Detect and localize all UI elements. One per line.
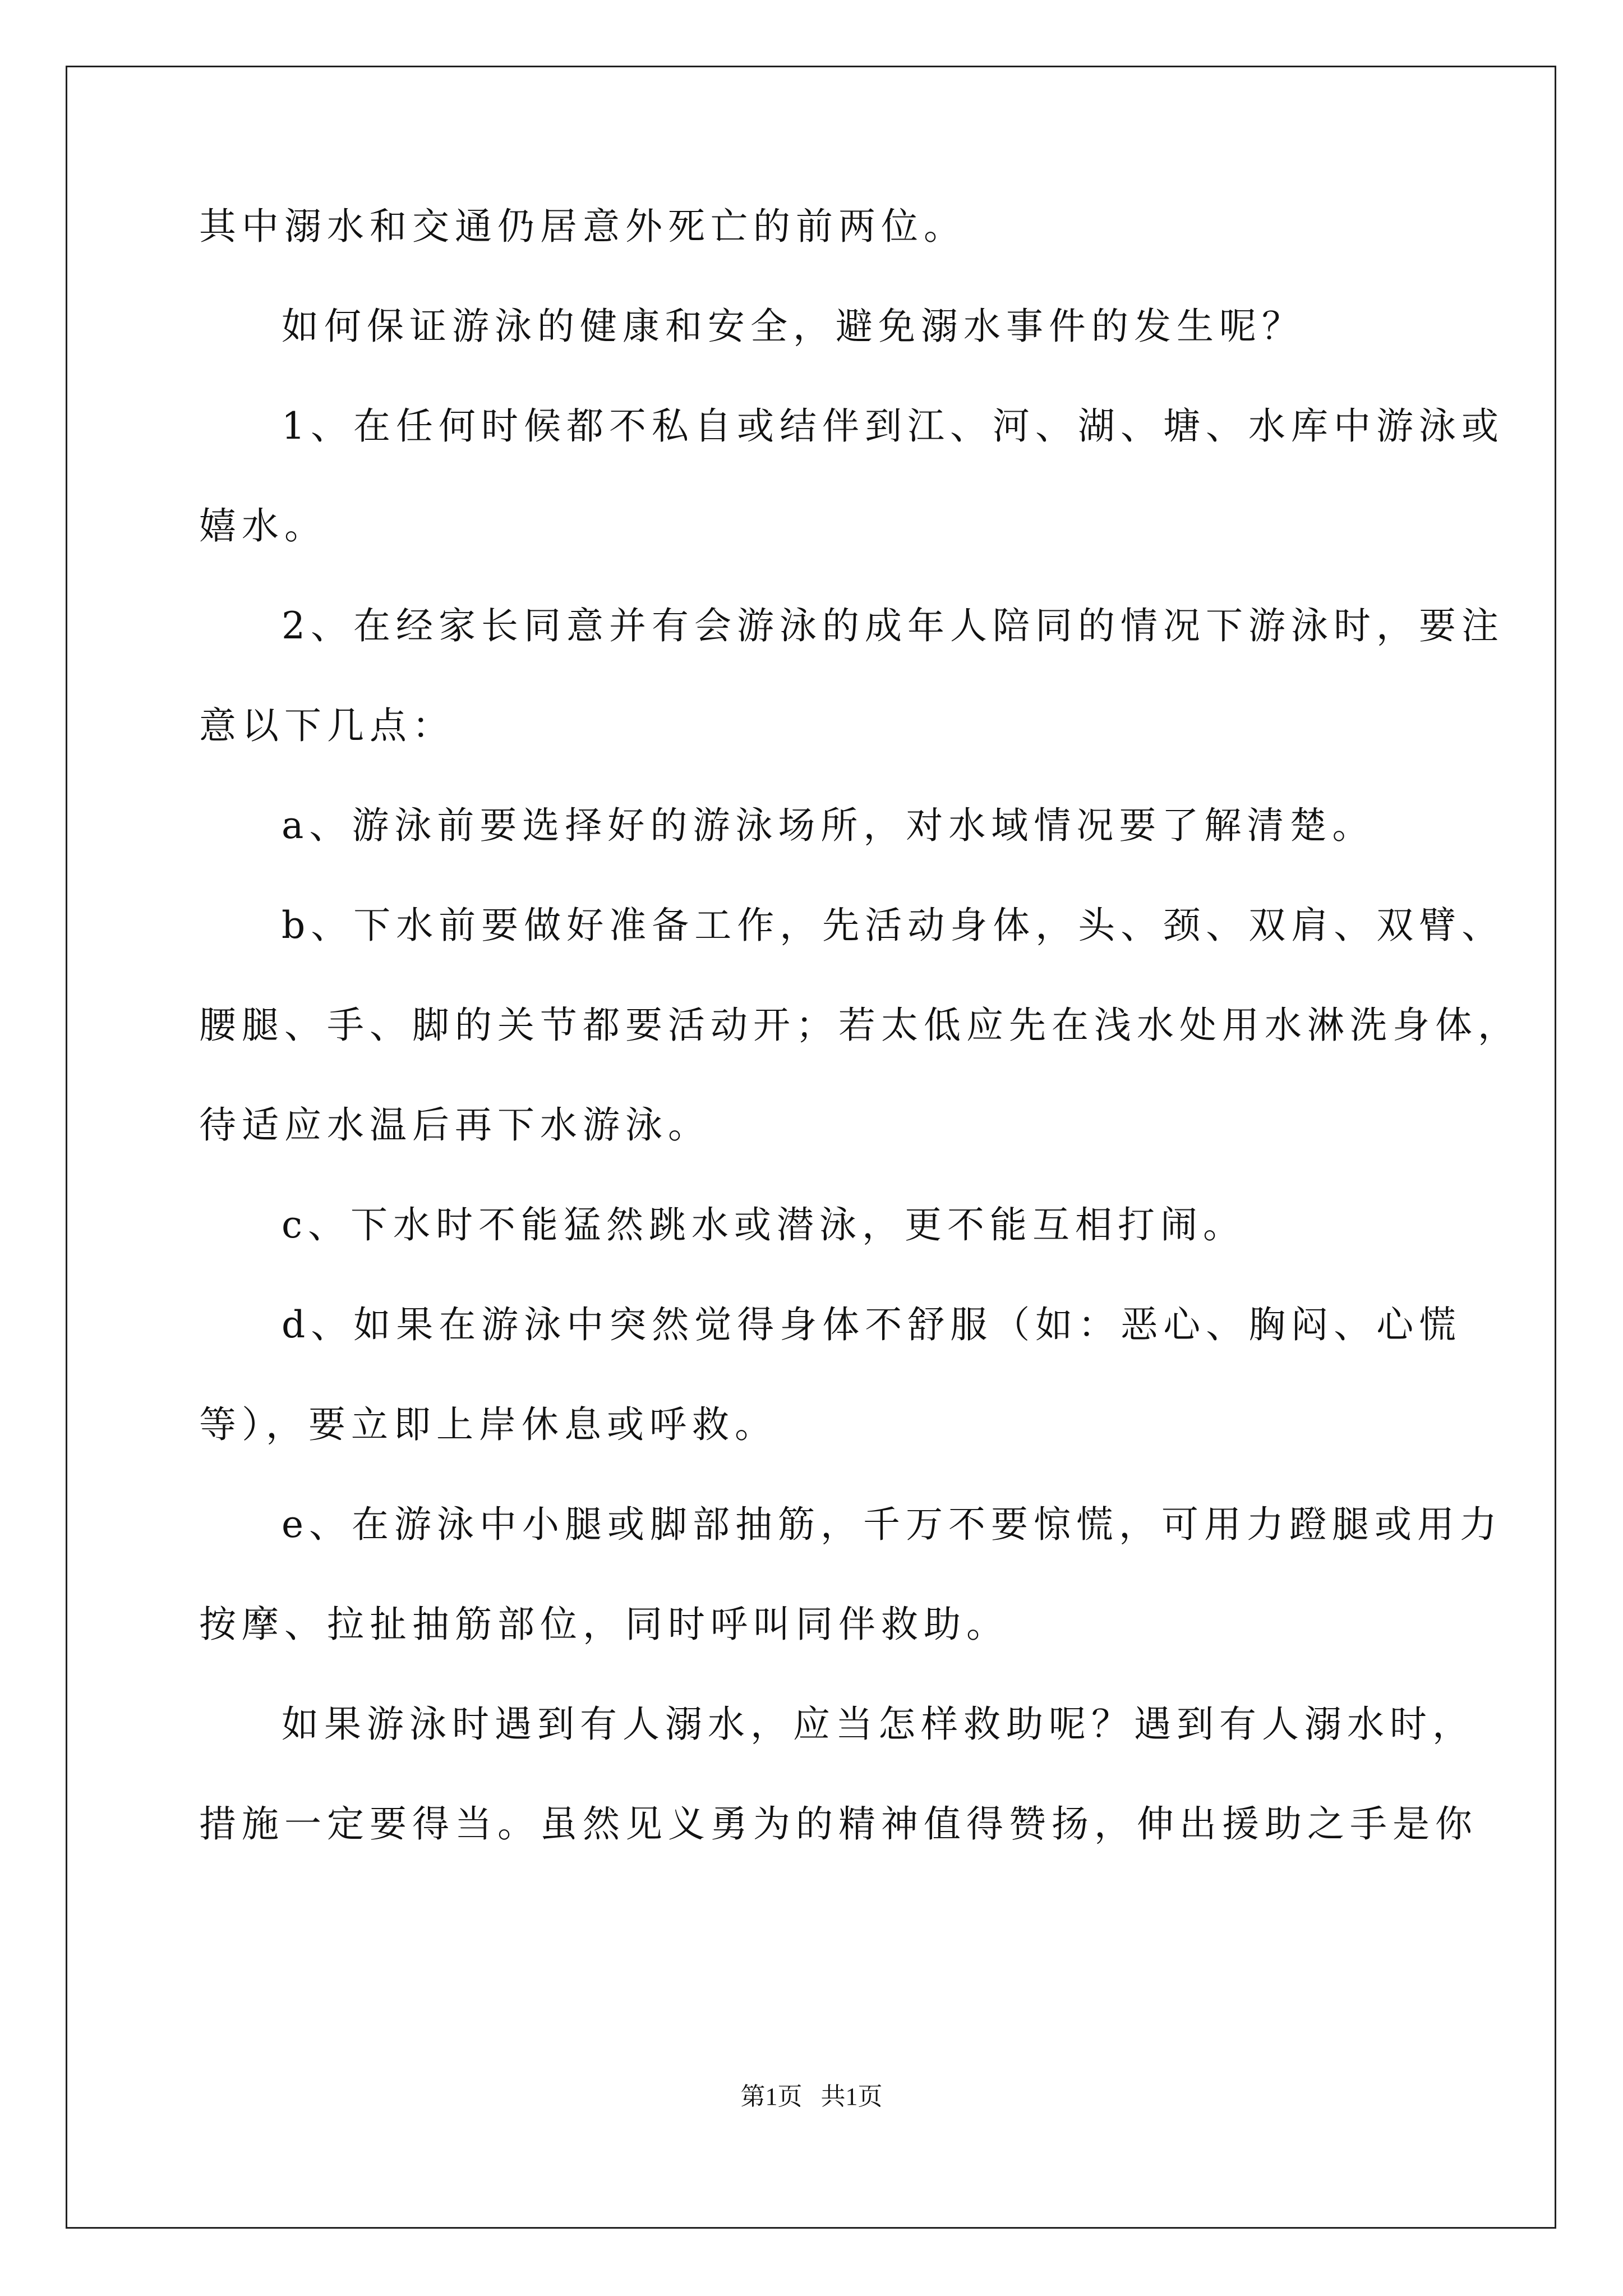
text-line: b、下水前要做好准备工作，先活动身体，头、颈、双肩、双臂、 [282, 904, 1505, 947]
text-line: 待适应水温后再下水游泳。 [199, 1103, 711, 1147]
text-line: 按摩、拉扯抽筋部位，同时呼叫同伴救助。 [199, 1603, 1009, 1646]
text-line: a、游泳前要选择好的游泳场所，对水域情况要了解清楚。 [282, 804, 1375, 847]
text-line: 如何保证游泳的健康和安全，避免溺水事件的发生呢？ [282, 305, 1304, 348]
text-line: d、如果在游泳中突然觉得身体不舒服（如：恶心、胸闷、心慌 [282, 1303, 1462, 1346]
text-line: 如果游泳时遇到有人溺水，应当怎样救助呢？遇到有人溺水时， [282, 1703, 1475, 1746]
text-line: 意以下几点： [199, 704, 455, 747]
text-line: 其中溺水和交通仍居意外死亡的前两位。 [199, 205, 966, 248]
text-line: 嬉水。 [199, 504, 327, 547]
text-line: 1、在任何时候都不私自或结伴到江、河、湖、塘、水库中游泳或 [282, 404, 1504, 448]
text-line: 腰腿、手、脚的关节都要活动开；若太低应先在浅水处用水淋洗身体， [199, 1004, 1520, 1047]
text-line: 措施一定要得当。虽然见义勇为的精神值得赞扬，伸出援助之手是你 [199, 1802, 1478, 1846]
text-line: e、在游泳中小腿或脚部抽筋，千万不要惊慌，可用力蹬腿或用力 [282, 1503, 1503, 1546]
text-line: c、下水时不能猛然跳水或潜泳，更不能互相打闹。 [282, 1203, 1246, 1246]
text-line: 等），要立即上岸休息或呼救。 [199, 1403, 777, 1446]
text-line: 2、在经家长同意并有会游泳的成年人陪同的情况下游泳时，要注 [282, 604, 1504, 647]
page-number-footer: 第1页 共1页 [740, 2083, 883, 2110]
